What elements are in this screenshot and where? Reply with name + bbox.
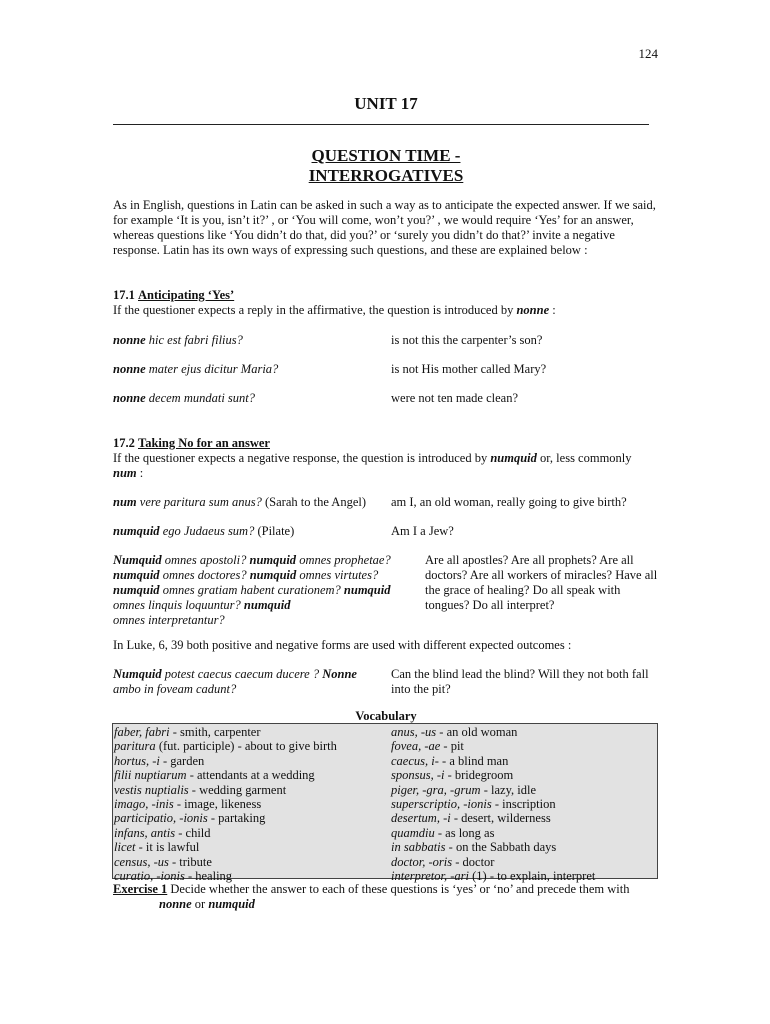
latin-text: omnes gratiam habent curationem? bbox=[159, 583, 344, 597]
vocab-def: - wedding garment bbox=[188, 782, 287, 797]
section-17-1-heading bbox=[113, 288, 659, 303]
exercise-label: Exercise 1 bbox=[113, 882, 168, 896]
vocab-entry bbox=[114, 826, 389, 840]
latin-text: omnes prophetae? bbox=[296, 553, 391, 567]
vocab-entry bbox=[391, 811, 656, 825]
vocab-term: caecus, i- bbox=[391, 753, 439, 768]
vocabulary-right-column bbox=[391, 725, 656, 883]
keyword: nonne bbox=[159, 897, 192, 911]
vocab-term: participatio, -ionis bbox=[114, 811, 208, 826]
exercise-text: Decide whether the answer to each of these questions is ‘yes’ or ‘no’ and precede them with bbox=[167, 882, 630, 896]
vocab-entry bbox=[114, 739, 389, 753]
vocab-def: - bridegroom bbox=[444, 768, 514, 783]
vocabulary-left-column bbox=[114, 725, 389, 883]
latin-text: decem mundati sunt? bbox=[145, 391, 256, 405]
latin-text: mater ejus dicitur Maria? bbox=[145, 362, 279, 376]
exercise-instruction bbox=[113, 882, 659, 912]
vocab-entry bbox=[391, 739, 656, 753]
vocab-term: census, -us bbox=[114, 854, 169, 869]
vocab-term: imago, -inis bbox=[114, 796, 174, 811]
text: or bbox=[191, 897, 209, 911]
keyword: num bbox=[113, 495, 137, 509]
vocab-def: - it is lawful bbox=[135, 840, 200, 855]
example-latin bbox=[113, 333, 388, 348]
vocab-term: anus, -us bbox=[391, 725, 437, 739]
vocabulary-title: Vocabulary bbox=[355, 709, 417, 723]
example-latin bbox=[113, 667, 378, 697]
vocab-entry bbox=[391, 840, 656, 854]
section-17-2-text bbox=[113, 451, 659, 481]
example-latin-multi bbox=[113, 553, 408, 628]
vocab-entry bbox=[391, 768, 656, 782]
vocab-entry bbox=[114, 811, 389, 825]
luke-paragraph: In Luke, 6, 39 both positive and negative forms are used with different expected outcomes : bbox=[113, 638, 572, 652]
vocab-entry bbox=[114, 768, 389, 782]
vocab-def: - on the Sabbath days bbox=[445, 840, 557, 855]
latin-text: hic est fabri filius? bbox=[145, 333, 243, 347]
section-number: 17.2 bbox=[113, 436, 135, 450]
vocab-term: desertum, -i bbox=[391, 811, 451, 826]
vocab-def: - tribute bbox=[168, 854, 212, 869]
vocab-term: licet bbox=[114, 840, 136, 855]
vocab-def: - lazy, idle bbox=[480, 782, 537, 797]
example-latin bbox=[113, 391, 388, 406]
example-english: am I, an old woman, really going to give birth? bbox=[391, 495, 627, 509]
example-latin bbox=[113, 495, 388, 510]
vocab-term: piger, -gra, -grum bbox=[391, 782, 481, 797]
text: : bbox=[549, 303, 556, 317]
section-number: 17.1 bbox=[113, 288, 135, 302]
text: If the questioner expects a negative response, the question is introduced by bbox=[113, 451, 488, 465]
vocab-entry bbox=[114, 783, 389, 797]
vocab-entry bbox=[391, 855, 656, 869]
keyword: numquid bbox=[249, 568, 297, 582]
unit-title: UNIT 17 bbox=[354, 94, 418, 113]
example-english: is not His mother called Mary? bbox=[391, 362, 547, 376]
vocab-term: quamdiu bbox=[391, 825, 435, 840]
section-17-1-text bbox=[113, 303, 659, 318]
title-rule bbox=[113, 124, 649, 125]
latin-text: vere paritura sum anus? bbox=[136, 495, 262, 509]
vocab-term: vestis nuptialis bbox=[114, 782, 189, 797]
latin-text: omnes virtutes? bbox=[296, 568, 379, 582]
vocab-def: - partaking bbox=[207, 811, 266, 826]
vocab-term: superscriptio, -ionis bbox=[391, 796, 492, 811]
page-number: 124 bbox=[638, 46, 658, 61]
vocab-term: faber, fabri bbox=[114, 725, 170, 739]
vocab-entry bbox=[114, 840, 389, 854]
keyword: nonne bbox=[113, 362, 146, 376]
latin-text: ambo in foveam cadunt? bbox=[113, 682, 237, 696]
vocab-def: - an old woman bbox=[436, 725, 518, 739]
example-english: Am I a Jew? bbox=[391, 524, 454, 538]
vocab-term: infans, antis bbox=[114, 825, 176, 840]
section-17-2-heading bbox=[113, 436, 659, 451]
latin-text: potest caecus caecum ducere ? bbox=[161, 667, 323, 681]
latin-text: ego Judaeus sum? bbox=[159, 524, 255, 538]
vocab-def: (1) - to explain, interpret bbox=[469, 868, 596, 883]
vocab-entry bbox=[391, 826, 656, 840]
vocab-term: filii nuptiarum bbox=[114, 768, 187, 783]
vocab-entry bbox=[114, 754, 389, 768]
vocab-def: - child bbox=[175, 825, 211, 840]
vocab-term: hortus, -i bbox=[114, 753, 160, 768]
page-title-line-1: QUESTION TIME - bbox=[311, 146, 461, 165]
vocab-term: fovea, -ae bbox=[391, 739, 441, 754]
vocab-entry bbox=[391, 797, 656, 811]
vocab-def: - smith, carpenter bbox=[169, 725, 261, 739]
vocab-term: curatio, -ionis bbox=[114, 868, 185, 883]
page-title bbox=[113, 146, 659, 186]
vocab-def: - garden bbox=[159, 753, 205, 768]
section-heading: Anticipating ‘Yes’ bbox=[138, 288, 235, 302]
example-latin bbox=[113, 524, 388, 539]
page-title-line-2: INTERROGATIVES bbox=[308, 166, 464, 185]
keyword: nonne bbox=[516, 303, 550, 317]
latin-text: omnes interpretantur? bbox=[113, 613, 225, 627]
keyword: numquid bbox=[490, 451, 537, 465]
keyword: numquid bbox=[249, 553, 297, 567]
keyword: numquid bbox=[113, 583, 160, 597]
vocab-def: - image, likeness bbox=[173, 796, 262, 811]
vocab-entry bbox=[114, 725, 389, 739]
text: If the questioner expects a reply in the affirmative, the question is introduced by bbox=[113, 303, 514, 317]
vocab-entry bbox=[391, 754, 656, 768]
vocab-def: - inscription bbox=[491, 796, 556, 811]
example-english: is not this the carpenter’s son? bbox=[391, 333, 543, 347]
latin-text: omnes apostoli? bbox=[161, 553, 250, 567]
text: or, less commonly bbox=[536, 451, 632, 465]
vocab-def: (fut. participle) - about to give birth bbox=[155, 739, 337, 754]
intro-paragraph: As in English, questions in Latin can be asked in such a way as to anticipate the expected answer. If we said, for example ‘It is you, isn’t it?’ , or ‘You will come, won’t you?’ , we would require ‘Yes’ for an answer, whereas questions like ‘You didn’t do that, did you?’ or ‘surely you didn’t do that?’ invite a negative response. Latin has its own ways of expressing such questions, and these are explained below : bbox=[113, 198, 656, 257]
example-english: Can the blind lead the blind? Will they not both fall into the pit? bbox=[391, 667, 649, 696]
example-latin bbox=[113, 362, 388, 377]
vocab-def: - pit bbox=[440, 739, 464, 754]
section-heading: Taking No for an answer bbox=[138, 436, 270, 450]
vocab-def: - attendants at a wedding bbox=[186, 768, 315, 783]
vocab-term: sponsus, -i bbox=[391, 768, 445, 783]
latin-text: omnes linquis loquuntur? bbox=[113, 598, 244, 612]
keyword: Numquid bbox=[113, 667, 162, 681]
keyword: numquid bbox=[343, 583, 391, 597]
vocab-def: - as long as bbox=[434, 825, 495, 840]
latin-text: omnes doctores? bbox=[159, 568, 250, 582]
vocab-def: - desert, wilderness bbox=[450, 811, 551, 826]
vocab-def: - healing bbox=[184, 868, 233, 883]
keyword: num bbox=[113, 466, 137, 480]
keyword: Numquid bbox=[113, 553, 162, 567]
vocab-term: paritura bbox=[114, 739, 156, 754]
vocab-entry bbox=[114, 797, 389, 811]
vocab-term: in sabbatis bbox=[391, 840, 446, 855]
keyword: Nonne bbox=[322, 667, 357, 681]
vocab-entry bbox=[114, 855, 389, 869]
keyword: numquid bbox=[208, 897, 255, 911]
vocab-entry bbox=[391, 783, 656, 797]
text: : bbox=[136, 466, 144, 480]
vocab-term: interpretor, -ari bbox=[391, 868, 470, 883]
speaker-note: (Pilate) bbox=[254, 524, 295, 538]
vocab-def: - doctor bbox=[452, 854, 495, 869]
vocab-term: doctor, -oris bbox=[391, 854, 453, 869]
speaker-note: (Sarah to the Angel) bbox=[261, 495, 367, 509]
example-english: Are all apostles? Are all prophets? Are all doctors? Are all workers of miracles? Have all the grace of healing? Do all speak with tongues? Do all interpret? bbox=[425, 553, 658, 612]
keyword: nonne bbox=[113, 333, 146, 347]
keyword: numquid bbox=[113, 524, 160, 538]
keyword: numquid bbox=[243, 598, 291, 612]
vocab-def: - a blind man bbox=[438, 753, 509, 768]
vocab-entry bbox=[391, 725, 656, 739]
keyword: nonne bbox=[113, 391, 146, 405]
keyword: numquid bbox=[113, 568, 160, 582]
example-english: were not ten made clean? bbox=[391, 391, 519, 405]
